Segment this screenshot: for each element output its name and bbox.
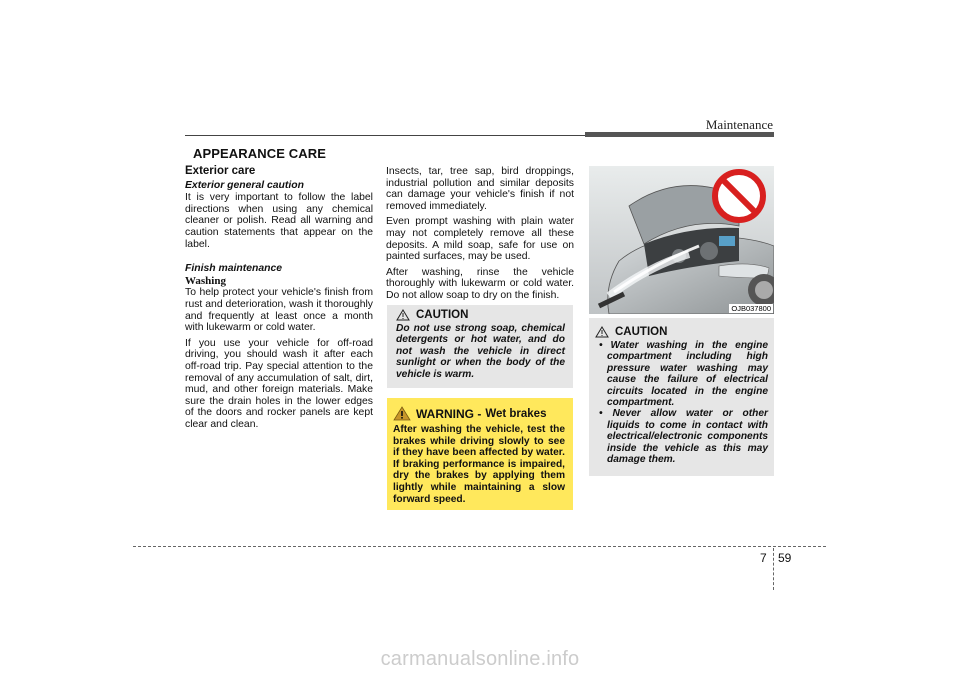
header-rule-thick (585, 132, 774, 137)
chapter-title: Maintenance (705, 117, 773, 132)
caution-box (387, 305, 573, 388)
washing-label: Washing (185, 274, 226, 287)
warning-title: WARNING - (416, 406, 482, 421)
caution-text: Do not use strong soap, chemical detergents or hot water, and do not wash the vehicle in direct sunlight or when the body of the vehicle is warm. (396, 323, 565, 380)
column-left (185, 166, 373, 434)
warning-subtitle: Wet brakes (485, 407, 547, 420)
warning-header (393, 406, 565, 421)
chapter-number: 7 (760, 551, 767, 565)
warning-triangle-icon (396, 309, 410, 321)
page-number: 59 (778, 551, 792, 565)
warning-box (387, 398, 573, 510)
warning-triangle-icon (393, 406, 411, 421)
paragraph: If you use your vehicle for off-road driving, you should wash it after each off-road trip. Pay special attention to the removal of any accumulation of salt, dirt, mud, and other foreign materials. Make sure the drain holes in the lower edges of the doors and rocker panels are kept clear and clean. (185, 337, 373, 430)
finish-maintenance-subheading: Finish maintenance (185, 263, 283, 275)
general-caution-subheading: Exterior general caution (185, 179, 304, 191)
caution-box-engine (589, 318, 774, 476)
footer-divider (773, 548, 774, 590)
list-item: • Water washing in the engine compartment including high pressure water washing may cause the failure of electrical circuits located in the engine compartment. (599, 340, 768, 409)
paragraph: Even prompt washing with plain water may not completely remove all these deposits. A mild soap, safe for use on painted surfaces, may be used. (386, 216, 574, 263)
paragraph: After washing, rinse the vehicle thoroughly with lukewarm or cold water. Do not allow soap to dry on the finish. (386, 266, 574, 301)
section-title: APPEARANCE CARE (193, 146, 326, 161)
paragraph: Insects, tar, tree sap, bird droppings, industrial pollution and similar deposits can damage your vehicle's finish if not removed immediately. (386, 166, 574, 212)
prohibited-icon (715, 172, 763, 220)
list-item: • Never allow water or other liquids to come in contact with electrical/electronic components inside the vehicle as this may damage them. (599, 408, 768, 466)
engine-bay-photo (589, 166, 774, 314)
exterior-care-heading: Exterior care (185, 165, 256, 177)
caution-header (396, 309, 565, 321)
caution-title: CAUTION (416, 309, 469, 321)
watermark: carmanualsonline.info (380, 648, 580, 670)
caution-title: CAUTION (615, 326, 668, 338)
paragraph: To help protect your vehicle's finish from rust and deterioration, wash it thoroughly and frequently at least once a month with lukewarm or cold water. (185, 287, 373, 334)
engine-wash-prohibited-illustration (589, 166, 774, 314)
warning-text: After washing the vehicle, test the brakes while driving slowly to see if they have been affected by water. If braking performance is impaired, dry the brakes by applying them lightly while maintaining a slow forward speed. (393, 424, 565, 505)
caution-header (595, 326, 768, 338)
warning-triangle-icon (595, 326, 609, 338)
caution-list (595, 340, 768, 465)
column-middle (386, 166, 574, 306)
paragraph: It is very important to follow the label directions when using any chemical cleaner or polish. Read all warning and caution statements that appear on the label. (185, 192, 373, 250)
figure-code: OJB037800 (731, 304, 771, 313)
header-rule (185, 135, 585, 136)
footer-rule (133, 546, 826, 547)
